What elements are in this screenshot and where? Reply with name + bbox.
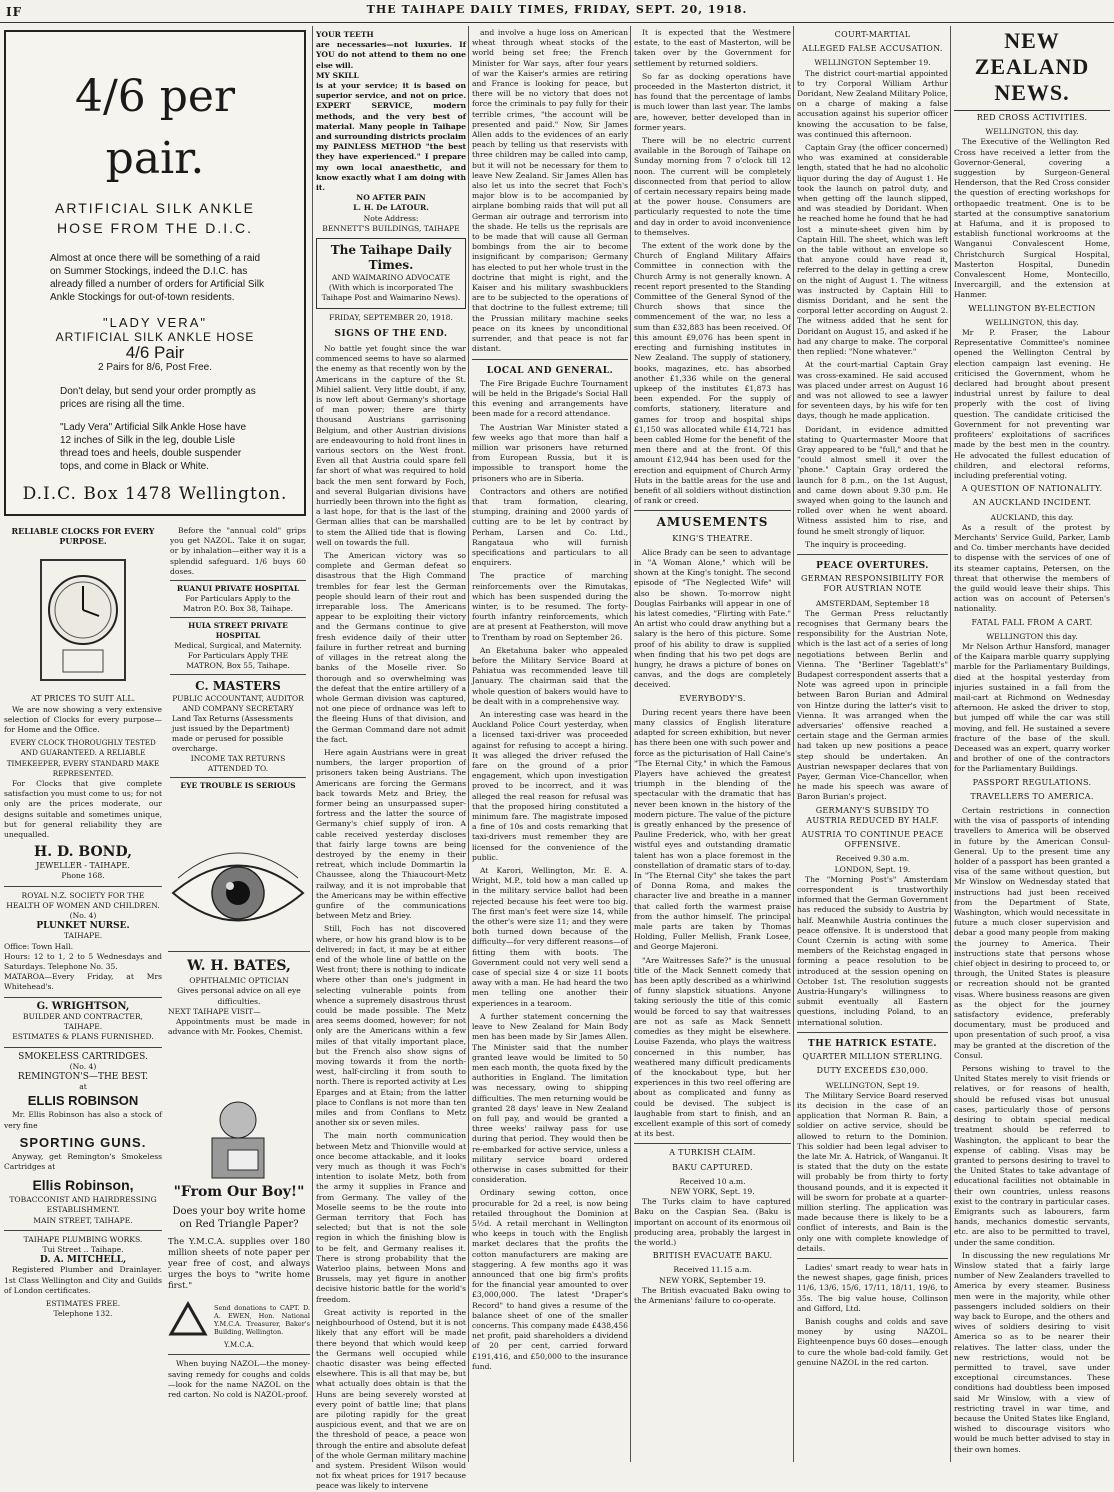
- remington-heading: REMINGTON'S—THE BEST.: [17, 1071, 149, 1082]
- fatal-fall-heading: FATAL FALL FROM A CART.: [971, 617, 1093, 627]
- bates-sub: OPHTHALMIC OPTICIAN: [189, 976, 289, 986]
- court-place: WELLINGTON September 19.: [814, 58, 931, 68]
- address-label: Note Address:: [363, 213, 419, 223]
- col4-lead: It is expected that the Westmere estate, to the east of Masterton, will be taken over by the Government for settlement by returned soldiers.: [634, 28, 791, 68]
- editorial-headline: SIGNS OF THE END.: [334, 328, 448, 339]
- plumbing-street: Tui Street .. Taihape.: [42, 1244, 124, 1254]
- peace-overtures-heading: PEACE OVERTURES.: [816, 560, 929, 571]
- nationality-text: As a result of the protest by Merchants' Service Guild, Parker, Lamb and Co. timber merchants have decided to dispense with the services of one of its steamer captains, Petersen, on the threat that otherwise the members of the guild would leave their ships. This action was on account of Petersen's nationality.: [954, 522, 1110, 614]
- next-visit: NEXT TAIHAPE VISIT—: [168, 1006, 261, 1016]
- court-text: The district court-martial appointed to try Corporal William Arthur Doridant, New Zealand Military Police, on a charge of making a false accusation against his superior officer knowing the accusation to be false, was continued this afternoon.: [797, 68, 948, 139]
- court-martial-heading: COURT-MARTIAL: [834, 30, 911, 39]
- local-item: At Karori, Wellington, Mr. E. A. Wright, M.P., told how a man called up in the military service ballot had been rejected because his feet were too big. The first man's feet were size 14, while the other's were size 11; and they were both turned down because of the difficulty—for very different reasons—of fitting them with boots. The Government could not very well send a case of special size 4 or size 11 boots away with a man. He had heard the two men telling one another their experiences in a tearoom.: [472, 866, 628, 1008]
- bond-phone: Phone 168.: [61, 871, 105, 881]
- kings-theatre: KING'S THEATRE.: [672, 533, 753, 543]
- remington-at: at: [79, 1082, 87, 1092]
- skill-text: is at your service; it is based on superior service, and not on price. EXPERT SERVICE, modern methods, and the very best of material. Many people in Taihape and surrounding districts proclaim my PAINLESS METHOD "the best they have experienced." I prepare my own local anaesthetic, and know exactly what I am doing with it.: [316, 81, 466, 193]
- ruanui-text: For Particulars Apply to the Matron P.O. Box 38, Taihape.: [182, 594, 294, 614]
- plunket-office: Office: Town Hall.: [4, 941, 74, 951]
- anyway-text: Anyway, get Remington's Smokeless Cartridges at: [4, 1151, 162, 1171]
- baku-received: Received 10 a.m.: [679, 1176, 746, 1186]
- tobacconist: TOBACCONIST AND HAIRDRESSING ESTABLISHMENT.: [9, 1195, 157, 1215]
- local-item: An Eketahuna baker who appealed before the Military Service Board at Pahiatua was recommended leave till January. The chairman said that the whole question of bakers would have to be dealt with in a comprehensive way.: [472, 645, 628, 706]
- local-item: Ordinary sewing cotton, once procurable for 2d a reel, is now being retailed throughout the Dominion at 5½d. A retail merchant in Wellington who keeps in touch with the English market declares that the profits the cotton manufacturers are making are staggering. A few months ago it was announced that one big firm's profits for the financial year amounted to over £3,000,000. The latest "Draper's Record" to hand gives a resume of the balance sheet of one of the smaller concerns. This company made £438,456 net profit, paid shareholders a dividend of 20 per cent, carried forward £191,416, and £50,000 to the insurance fund.: [472, 1188, 628, 1371]
- ruanui-heading: RUANUI PRIVATE HOSPITAL: [176, 584, 300, 594]
- masthead-title: THE TAIHAPE DAILY TIMES, FRIDAY, SEPT. 20, 1918.: [366, 3, 748, 16]
- byelection-place: WELLINGTON, this day.: [985, 317, 1079, 327]
- local-item: The practice of marching reinforcements over the Rimutakas, which has been suspended during the winter, is to be resumed. The forty-fourth infantry reinforcements, which are at present at Featherston, will move to Trentham by road on September 26.: [472, 571, 628, 642]
- mitchell-telephone: Telephone 132.: [53, 1309, 113, 1319]
- ymca-advertisement: [168, 1090, 310, 1460]
- passport-heading: PASSPORT REGULATIONS.: [972, 777, 1092, 787]
- huia-text: For Particulars Apply THE MATRON, Box 55, Taihape.: [186, 651, 290, 671]
- clocks-heading: RELIABLE CLOCKS FOR EVERY PURPOSE.: [11, 526, 155, 547]
- court-text: Doridant, in evidence admitted stating to Quartermaster Moore that Gray appeared to be "full," and that he "could almost smell it over the 'phone." Captain Gray ordered the launch for 8 p.m., on the 1st August, and came down about 9.30 p.m. He swayed when going to the launch and rolled over when he went aboard. Witness assisted him to rise, and found he smelt strongly of liquor.: [797, 424, 948, 536]
- peace-place: AMSTERDAM, September 18: [815, 598, 930, 608]
- huia-sub: Medical, Surgical, and Maternity.: [174, 641, 302, 651]
- local-item: Contractors and others are notified that tram formation, clearing, stumping, draining and 2000 yards of cutting are to be let by contract by Perham, Larsen and Co. Ltd., Rangataua who will furnish specifications and particulars to all enquirers.: [472, 486, 628, 568]
- estimates-free: ESTIMATES FREE.: [45, 1298, 121, 1308]
- plunket-mataroa: MATAROA—Every Friday, at Mrs Whitehead's.: [4, 972, 162, 992]
- subsidy-place: LONDON, Sept. 19.: [834, 864, 911, 874]
- passport-sub: TRAVELLERS TO AMERICA.: [970, 791, 1094, 801]
- editorial-paragraph: The American victory was so complete and German defeat so disastrous that the High Command trembles for fear lest the German people should learn of their rout and irreparable loss. The Americans appear to be exploiting their victory and the Germans continue to give fresh evidence daily of their utter failure in further retreat and burning of villages in the retreat along the banks of the Moselle river. So thorough and so overwhelming was the defeat that the entire artillery of a whole German division was captured, not one piece of ordnance was left to the fleeing Huns of that division, and the German Command dare not admit the fact.: [316, 551, 466, 744]
- sporting-guns: SPORTING GUNS.: [19, 1134, 147, 1150]
- eye-trouble-heading: EYE TROUBLE IS SERIOUS: [180, 781, 296, 791]
- editorial-paragraph: The main north communication between Metz and Thionville would at once become attackable, and it looks very much as though it was Foch's intention to isolate Metz, both from the army it supplies in France and from Germany. The valley of the Moselle seems to be the route into German territory that Foch has selected; but that is not the sole region in which the finishing blow is to be felt, and Germany realises it. There is strong probability that the Waterloo plains, between Mons and Brussels, may yet figure in another decisive historic battle for the world's freedom.: [316, 1131, 466, 1304]
- editorial-paragraph: Still, Foch has not discovered where, or how his grand blow is to be delivered; in fact, it may be at either end of the whole line of battle on the West front; there is nothing to indicate where other than one's judgment in selecting vulnerable points from whence a supremely disastrous thrust could be made possible. The Metz area seems doomed, however; for not only are the Americans within a few miles of that vitally important place, but the French also show signs of moving towards it from the north-west, half-circling it from south to north. There is reported activity at Les Eparges and at Etain; from the latter place to Conflans is not more than ten miles and from Conflans to Metz another six or seven miles.: [316, 924, 466, 1128]
- col4-item: The extent of the work done by the Church of England Military Affairs Committee in connection with the Church Army is not generally known. A recent report presented to the Standing Committee of the General Synod of the Church shows that since the commencement of the war, no less a sum than £32,883 has been received. Of this amount £9,076 has been spent in erecting and furnishing institutes in New Zealand. The supply of stationery, books, magazines, etc. has absorbed another £1,336 while on the general upkeep of the institutes £1,873 has been expended. For the supply of comforts, stationery, literature and games for troop and hospital ships £1,150 was allocated while £14,721 has been cabled Home for the benefit of the men there and at the front. Of this amount £12,944 has been used for the erection and equipment of Church Army Huts in the battle areas for the use and benefit of all soldiers without distinction of rank or creed.: [634, 241, 791, 506]
- dic-heading-2: HOSE FROM THE D.I.C.: [56, 220, 254, 236]
- masters-sub: PUBLIC ACCOUNTANT, AUDITOR AND COMPANY SECRETARY: [172, 694, 304, 714]
- nz-news-title: NEW ZEALAND NEWS.: [954, 28, 1110, 111]
- mitchell-text: Registered Plumber and Drainlayer. 1st Class Wellington and City and Guilds of London certificates.: [4, 1265, 162, 1295]
- dic-order: Don't delay, but send your order promptly as prices are rising all the time.: [60, 385, 256, 410]
- ymca-nazol: When buying NAZOL—the money-saving remedy for coughs and colds—look for the name NAZOL on the red carton. No cold is NAZOL-proof.: [168, 1359, 310, 1400]
- paper-note: (With which is incorporated The Taihape Post and Waimarino News).: [321, 283, 461, 303]
- dic-body: Almost at once there will be something of a raid on Summer Stockings, indeed the D.I.C. has already filled a number of orders for Artificial Silk Ankle Stockings for out-of-town residents.: [50, 253, 264, 303]
- col3-lead: and involve a huge loss on American wheat through wheat stocks of the world being set free; the French Minister for War says, after four years of war the Kaiser's armies are retiring and France is looking for peace, but there will be no victory that does not force the criminals to pay fully for their terrible crimes, "the account will be presented and paid." Now, Sir James Allen adds to the evidences of an early peach by telling us that reservists with three children may be called into camp, but it will not be necessary for them to leave New Zealand. Sir James Allen has also let us into the secret that Foch's major blow is to be accompanied by airplane bombing raids that will put all German air outrage and terrorism into the shade. He tells us the reprisals are to be made that will cause all German bombings from the air to become insignificant by comparison; Germany has elected to put her whole trust in the doctrine that might is right, and the Kaiser and his military swashbucklers are to be subjected to the operations of that doctrine to the fullest extreme; till the Prussian military machine seeks peace on its knees by unconditional surrender, and that peace is not far distant.: [472, 28, 628, 354]
- byelection-heading: WELLINGTON BY-ELECTION: [968, 303, 1096, 313]
- hatrick-place: WELLINGTON, Sept 19.: [825, 1080, 920, 1090]
- huia-heading: HUIA STREET PRIVATE HOSPITAL: [188, 621, 288, 641]
- nazol-small-text: Before the "annual cold" grips you get NAZOL. Take it on sugar, or by inhalation—either way it is a splendid safeguard. 1/6 buys 60 doses.: [170, 526, 306, 576]
- everybodys-text: "Are Waitresses Safe?" is the unusual title of the Mack Sennett comedy that has been aptly described as a whirlwind of funny slapstick situations. Anyone taking seriously the title of this comic would be forced to say that waitresses are not as safe as Mack Sennett comedies as they might be elsewhere. Louise Fazenda, who plays the waitress concerned in this number, has weathered many difficult predicaments of the knockabout type, but her experiences in this two reel offering are about as complicated and funny as could be devised. The subject is laughable from start to finish, and an excellent example of this sort of comedy at its best.: [634, 955, 791, 1139]
- column-rule: [950, 26, 951, 1462]
- subsidy-text: The "Morning Post's" Amsterdam correspondent is trustworthily informed that the German Government has reduced the subsidy to Austria by half. Meanwhile Austria continues the peace offensive. It is understood that Count Czernin is acting with some members of the Reichstag engaged in forming a peace resolution to be introduced at the session opening on October 1st. The resolution suggests Austria-Hungary's willingness to submit eventually all Eastern questions, including Poland, to an international solution.: [797, 874, 948, 1027]
- bond-name: H. D. BOND,: [34, 844, 132, 861]
- editorial-date: FRIDAY, SEPTEMBER 20, 1918.: [329, 312, 453, 322]
- dic-pairs: 2 Pairs for 8/6, Post Free.: [98, 361, 212, 373]
- ellis-text: Mr. Ellis Robinson has also a stock of very fine: [4, 1110, 162, 1130]
- bates-text: Gives personal advice on all eye difficulties.: [177, 986, 301, 1006]
- passport-text: Certain restrictions in connection with the visa of passports of intending travellers to America will be observed in future by the American Consul-General. Up to the present time any holder of a passport has been granted a visa of the same without question, but Mr Winslow on Wednesday stated that instructions had just been received from the Department of State, Washington, which would necessitate in future a much closer supervision and debar a good many people from making the journey to America. Their instructions state that persons whose chief object in desiring to proceed to, or through, the United States is pleasure or recreation should not be granted visas. Where business reasons are given as the object for the journey satisfactory evidence, preferably documentary, must be produced and upon presentation of such proof, a visa may be granted at the discretion of the Consul.: [954, 806, 1110, 1060]
- masthead-mark: IF: [6, 5, 23, 19]
- column-6: [954, 28, 1110, 1460]
- ymca-logo: Y.M.C.A.: [224, 1341, 254, 1350]
- clock-illustration: [23, 550, 143, 690]
- dentist-name: L. H. De LATOUR.: [353, 203, 429, 213]
- wrightson-estimates: ESTIMATES & PLANS FURNISHED.: [12, 1032, 154, 1042]
- dic-footer: D.I.C. Box 1478 Wellington.: [22, 483, 288, 504]
- byelection-text: Mr P. Fraser, the Labour Representative Committee's nominee opened the Wellington Central by election campaign last evening. He criticised the Government, whom he declared had brought about present industrial unrest by failure to deal properly with the cost of living question. The candidate criticised the Government for not preventing war profiteers' exploitations of sacrifices made by the best men in the country. He advocated the fullest education of children, and electoral reforms, including preferential voting.: [954, 328, 1110, 480]
- appointments: Appointments must be made in advance with Mr. Fookes, Chemist.: [168, 1017, 310, 1037]
- masthead: [0, 0, 1114, 23]
- brit-text: The British evacuated Baku owing to the Armenians' failure to co-operate.: [634, 1285, 791, 1305]
- brit-place: NEW YORK, September 19.: [659, 1275, 766, 1285]
- hatrick-sub: QUARTER MILLION STERLING.: [802, 1052, 943, 1062]
- no-after-pain: NO AFTER PAIN: [356, 193, 426, 203]
- ellis-robinson-2: Ellis Robinson,: [32, 1177, 134, 1194]
- column-5: [797, 28, 948, 1460]
- baku-text: The Turks claim to have captured Baku on the Caspian Sea. (Baku is important on account of its enormous oil producing area, probably the largest in the world.): [634, 1197, 791, 1247]
- peace-text: The German Press reluctantly recognises that Germany bears the responsibility for the Austrian Note, which is the last act of a series of long negotiations between Berlin and Vienna. The "Berliner Tageblatt's" Budapest correspondent asserts that a Note was agreed upon in principle between Baron Burian and Admiral von Hintze during the latter's visit to Vienna. It was arranged when the adversaries' offensive reached a certain stage and the German armies had taken up new positions a peace step should be undertaken. An Austrian newspaper declares that von Payer, German Vice-Chancellor, when he made his speech was aware of Baron Burian's project.: [797, 608, 948, 802]
- subsidy-sub: AUSTRIA TO CONTINUE PEACE OFFENSIVE.: [801, 830, 944, 850]
- paper-name: The Taihape Daily Times.: [330, 243, 452, 273]
- clocks-text: We are now showing a very extensive selection of Clocks for every purpose—for Home and the Office.: [4, 704, 162, 735]
- fatal-text: Mr Nelson Arthur Hansford, manager of the Kaipara marble quarry supplying marble for the Parliamentary Buildings, died at the hospital yesterday from injuries sustained in a fall from the mail-cart at Richmond on Wednesday afternoon. He asked the driver to stop, but jumped off while the car was still moving, and fell. He sustained a severe fracture of the base of the skull. Deceased was an expert, quarry worker and brother of one of the contractors for the Parliamentary Buildings.: [954, 641, 1110, 774]
- brit-received: Received 11.15 a.m.: [673, 1265, 752, 1275]
- local-item: The Fire Brigade Euchre Tournament will be held in the Brigade's Social Hall this evening and arrangements have been made for a record attendance.: [472, 378, 628, 419]
- column-2-upper: [316, 30, 466, 340]
- nationality-heading: A QUESTION OF NATIONALITY.: [961, 484, 1103, 494]
- column-rule: [793, 26, 794, 1462]
- local-item: A further statement concerning the leave to New Zealand for Main Body men has been made by Sir James Allen. The Minister said that the number granted leave would be limited to 50 men each month, the quota fixed by the authorities in England. The limitation was necessary, owing to shipping difficulties. The men returning would be granted 28 days' leave in New Zealand on full pay, and would be granted a three weeks' railway pass for use during that period. They would then be re-embarked for active service, unless a military service board ordered otherwise in cases submitted for their consideration.: [472, 1011, 628, 1185]
- editorial-body: [316, 344, 466, 1491]
- bates-name: W. H. BATES,: [168, 951, 310, 976]
- teeth-text: are necessaries—not luxuries. If YOU do not attend to them no one else will.: [316, 40, 466, 70]
- british-evacuate-heading: BRITISH EVACUATE BAKU.: [652, 1251, 773, 1261]
- ymca-text: The Y.M.C.A. supplies over 180 million sheets of note paper per year free of cost, and always urges the boys to "write home first.": [168, 1237, 310, 1292]
- plunket-no: (No. 4): [69, 911, 97, 921]
- baku-place: NEW YORK, Sept. 19.: [670, 1186, 755, 1196]
- red-cross-place: WELLINGTON, this day.: [985, 127, 1079, 137]
- eye-illustration: [168, 838, 308, 948]
- soldier-illustration: [168, 1090, 308, 1180]
- nationality-sub: AN AUCKLAND INCIDENT.: [972, 498, 1092, 508]
- bond-sub: JEWELLER - TAIHAPE.: [36, 861, 130, 871]
- column-3: [472, 28, 628, 1460]
- column-rule: [630, 26, 631, 1462]
- bates-advertisement: [168, 838, 310, 1078]
- everybodys-text: During recent years there have been many classics of English literature adapted for screen exhibition, but never has there been one with such power and force as the picturisation of Hall Caine's "The Eternal City," in which the Famous Players have achieved the greatest triumph in the blending of the spectacular with the dramatic that has never been known in the history of the modern picture. The value of the picture is greatly enhanced by the presence of Pauline Frederick, who, with her great wistful eyes and outstanding dramatic talent has won a place foremost in the constellation of dramatic stars of to-day. In "The Eternal City" she takes the part of Donna Roma, and makes the character live and breathe in a manner that called forth the warmest praise from the author himself. The principal male parts are taken by Thomas Holding, Fuller Mellish, Frank Losee, and George Majeroni.: [634, 707, 791, 952]
- red-cross-heading: RED CROSS ACTIVITIES.: [976, 113, 1088, 122]
- passport-text: Persons wishing to travel to the United States merely to visit friends or relatives, or for reasons of health, should be refused visas but unusual cases, particularly those of persons desiring to obtain special medical treatment should be referred to Washington, the applicant to bear the expense of cabling. Visas may be granted to persons desiring to travel to the United States to take advantage of educational facilities not obtainable in their own countries, unless reasons exist to the contrary in particular cases. Emigrants such as labourers, farm hands, mechanics domestic servants, etc. are also to be permitted to travel, under the same condition.: [954, 1064, 1110, 1247]
- subsidy-heading: GERMANY'S SUBSIDY TO AUSTRIA REDUCED BY HALF.: [806, 805, 939, 825]
- col4-item: So far as docking operations have proceeded in the Masterton district, it has found that the percentage of lambs is much lower than last year. The lambs are, however, better developed than in former years.: [634, 71, 791, 132]
- local-item: An interesting case was heard in the Auckland Police Court yesterday, when a licensed taxi-driver was proceeded against for refusing to accept a hiring. It was alleged the driver refused the fare on the ground of a prior engagement, which upon investigation proved to be incorrect, and it was alleged the real reason for refusal was that the proposed hiring constituted a minimum fare. The magistrate imposed a fine of 10s and costs remarking that taxi-drivers must remember they are licensed for the convenience of the public.: [472, 710, 628, 862]
- baku-captured-heading: BAKU CAPTURED.: [672, 1162, 753, 1172]
- plunket-hours: Hours: 12 to 1, 2 to 5 Wednesdays and Saturdays. Telephone No. 35.: [4, 951, 162, 972]
- red-cross-text: The Executive of the Wellington Red Cross have received a letter from the Governor-General, covering a suggestion by Surgeon-General Henderson, that the Red Cross consider the question of erecting workshops for orthopaedic treatment. One is to be started at the consumptive sanatorium at Hafuma, and it is proposed to establish functional workrooms at the Wanganui Convalescent Home, Christchurch Surgical Hospital, Masterton Hospital, Dunedin Convalescent Home, Montecillo, Invercargill, and the extension at Hanmer.: [954, 137, 1110, 300]
- local-item: The Austrian War Minister stated a few weeks ago that more than half a million war prisoners have returned from European Russia, but it is impossible to transport home the prisoners who are in Siberia.: [472, 422, 628, 483]
- ellis-robinson-1: ELLIS ROBINSON: [27, 1093, 139, 1109]
- column-rule: [312, 26, 313, 1462]
- clocks-prices: AT PRICES TO SUIT ALL.: [30, 694, 136, 704]
- mitchell-name: D. A. MITCHELL,: [39, 1255, 127, 1266]
- clocks-text-2: For Clocks that give complete satisfaction you must come to us; for not only are the prices moderate, our designs suitable and sometimes unique, but for general reliability they are unequalled.: [4, 779, 162, 840]
- dic-detail: "Lady Vera" Artificial Silk Ankle Hose have 12 inches of Silk in the leg, double Lisle thread toes and heels, double suspender tops, and come in Black or White.: [60, 421, 247, 472]
- editorial-paragraph: Here again Austrians were in great numbers, the larger proportion of prisoners taken being Austrians. The Americans are forcing the Germans back towards Metz and Briey, the former being an unsurpassed super-fortress and the latter the source of Germany's chief supply of iron. A cable received yesterday discloses that fairly large towns are being destroyed by the enemy in their retreat, which include Dommartin la Chaussee, along the Thiaucourt-Metz railway, and it is not improbable that the Americans may be within effective gunfire of the communications between Metz and Briey.: [316, 747, 466, 921]
- masters-name: C. MASTERS: [195, 679, 281, 694]
- plunket-nurse: PLUNKET NURSE.: [36, 921, 130, 932]
- fatal-place: WELLINGTON this day.: [986, 631, 1078, 641]
- turkish-claim-heading: A TURKISH CLAIM.: [669, 1148, 756, 1158]
- court-text: At the court-martial Captain Gray was cross-examined. He said accused was placed under arrest on August 16 and was not allowed to see a lawyer for seventeen days, by his wife for ten days, though he made application.: [797, 360, 948, 421]
- hatrick-heading: THE HATRICK ESTATE.: [808, 1038, 937, 1049]
- court-text: Captain Gray (the officer concerned) who was examined at considerable length, stated that he had no alcoholic liquor during the day of August 1. He took the launch on patrol duty, and when getting off the launch slipped, and was steadied by Doridant. When he reached home he found that he had lost a minute-sheet given him by Captain Hill. The sheet, which was left on the table without an envelope so that anyone could have read it, referred to the delay in getting a crew on the night of August 1. The witness was instructed by Captain Hill to dismiss Doridant, and he sent the corporal letter according on August 2. The witness added that he sent for Doridant on August 15, and asked if he had any charge to make. The corporal then replied: "None whatever.": [797, 143, 948, 357]
- passport-text: In discussing the new regulations Mr Winslow stated that a fairly large number of New Zealanders travelled to America by every steamer. Business men were in the majority, while other passengers included soldiers on their way back to Europe, and the others and wives of soldiers desiring to visit America so as to be nearer their relatives. The latter class, under the new restrictions, would not be permitted to travel, save under exceptional circumstances. These conditions had doubtless been imposed said Mr Winslow, with a view of restricting travel in war time, and because the United States like England, wished to discourage visitors who would be much better advised to stay in their own homes.: [954, 1250, 1110, 1454]
- hatrick-sub-2: DUTY EXCEEDS £30,000.: [816, 1066, 929, 1076]
- editorial-paragraph: No battle yet fought since the war commenced seems to have so alarmed the enemy as that recently won by the Americans in the capture of the St. Mihiel salient. Very little doubt, if any, is now left about Germany's shortage of man power; there are thirty thousand Austrians garrisoning Belgium, and other Austrian divisions are endeavouring to hold front lines in various sectors on the West front. Even all that Austria could spare fell far short of what was required to hold back the men sent forward by Foch, and several Bulgarian divisions have hurriedly been thrown into the fight as a last hope, for that is the last of the German allies that can be marshalled to stem the Allied tide that is flowing well on towards the full.: [316, 344, 466, 547]
- plunket-town: TAIHAPE.: [63, 931, 103, 941]
- col4-item: There will be no electric current available in the Borough of Taihape on Sunday morning from 7 o'clock till 12 noon. The current will be completely disconnected from that period to allow of certain necessary repairs being made at the power house. Consumers are particularly requested to note the time and day in order to avoid inconvenience to themselves.: [634, 136, 791, 237]
- masters-text: Land Tax Returns (Assessments just issued by the Department) made or perused for possible overcharge.: [172, 714, 293, 754]
- column-rule: [468, 26, 469, 1462]
- amusements-heading: AMUSEMENTS: [656, 515, 769, 530]
- plumbing-works: TAIHAPE PLUMBING WORKS.: [23, 1234, 143, 1244]
- wrightson-name: G. WRIGHTSON,: [36, 1000, 130, 1012]
- ymca-send: Send donations to CAPT. D. A. EWEN, Hon. National Y.M.C.A. Treasurer, Baker's Building, Wellington.: [214, 1304, 310, 1337]
- court-text: The inquiry is proceeding.: [805, 539, 907, 549]
- classifieds-left: [4, 526, 162, 1319]
- dic-price: 4/6 per pair.: [74, 71, 236, 184]
- hatrick-text: The Military Service Board reserved its decision in the case of an application that Norman R. Bain, a soldier on active service, should be allowed to return to the Dominion. This soldier had been legal adviser to the late Mr. A. Hatrick, of Wanganui. It is stated that the duty on the estate will probably be from thirty to forty thousand pounds, and it is expected it will be sworn for probate at a quarter-million sterling. The application was made because there is likely to be a conflict of interests, and Bain is the only one with complete knowledge of details.: [797, 1090, 948, 1253]
- column-4: [634, 28, 791, 1460]
- smokeless-heading: SMOKELESS CARTRIDGES.: [18, 1051, 148, 1062]
- main-street: MAIN STREET, TAIHAPE.: [33, 1215, 133, 1225]
- nationality-place: AUCKLAND, this day.: [990, 512, 1074, 522]
- nazol-text: Banish coughs and colds and save money by using NAZOL. Eighteenpence buys 60 doses—enough to cure the whole bad-cold family. Get genuine NAZOL in the red carton.: [797, 1316, 948, 1367]
- kings-text: Alice Brady can be seen to advantage in "A Woman Alone," which will be shown at the King's tonight. The second episode of "The Neglected Wife" will also be shown. To-morrow night Douglas Fairbanks will appear in one of his latest comedies, "Flirting with Fate." An artist who could draw anything but a salary is the hero of this picture. Some proof of his ability to draw is supplied when finding that his two pet dogs are hungry, he draws a picture of bones on canvas, and the dogs are completely deceived.: [634, 547, 791, 690]
- dic-price-2: 4/6 Pair: [125, 343, 185, 363]
- paper-title-box: [316, 238, 466, 309]
- dic-product: ARTIFICIAL SILK ANKLE HOSE: [55, 330, 255, 345]
- dic-heading-1: ARTIFICIAL SILK ANKLE: [55, 200, 255, 216]
- peace-sub: GERMAN RESPONSIBILITY FOR FOR AUSTRIAN NOTE: [801, 574, 944, 594]
- ymca-line-1: Does your boy write home on Red Triangle Paper?: [172, 1206, 306, 1231]
- ymca-headline: "From Our Boy!": [173, 1184, 305, 1201]
- ladies-hats-text: Ladies' smart ready to wear hats in the newest shapes, gage finish, prices 11/6, 13/6, 15/6, 17/11, 18/11, 19/6, to 35s. The big value house, Collinson and Gifford, Ltd.: [797, 1262, 948, 1313]
- paper-sub: AND WAIMARINO ADVOCATE: [331, 273, 451, 283]
- dic-brand: "LADY VERA": [103, 315, 207, 330]
- red-triangle-icon: [168, 1300, 208, 1340]
- dentist-address: BENNETT'S BUILDINGS, TAIHAPE: [322, 223, 460, 233]
- income-tax: INCOME TAX RETURNS ATTENDED TO.: [190, 754, 286, 774]
- smokeless-no: (No. 4): [69, 1061, 97, 1071]
- dic-advertisement: [4, 30, 306, 518]
- local-general-heading: LOCAL AND GENERAL.: [486, 365, 614, 376]
- teeth-heading: YOUR TEETH: [316, 30, 374, 39]
- clocks-tested: EVERY CLOCK THOROUGHLY TESTED AND GUARANTEED. A RELIABLE TIMEKEEPER, EVERY STANDARD MAKE REPRESENTED.: [6, 738, 160, 778]
- court-martial-sub: ALLEGED FALSE ACCUSATION.: [802, 44, 943, 54]
- subsidy-received: Received 9.30 a.m.: [835, 854, 910, 864]
- everybodys: EVERYBODY'S.: [679, 693, 746, 703]
- plunket-heading: ROYAL N.Z. SOCIETY FOR THE HEALTH OF WOMEN AND CHILDREN.: [6, 890, 160, 910]
- wrightson-sub: BUILDER AND CONTRACTER, TAIHAPE.: [23, 1011, 143, 1032]
- editorial-paragraph: Great activity is reported in the neighbourhood of Ostend, but it is not likely that any effort will be made there beyond that which would keep the Germans well occupied while chaotic disaster was being effected elsewhere. This is all that may be, but what actually does obtain is that the Huns are being severely worsted at every point of battle line; that plans are piloting rapidly for the great auspicious event, and that we are on the threshold of peace, a peace won through the entire and absolute defeat of the whole German military machine and system. President Wilson would not fix wheat prices for 1917 because peace was likely to intervene: [316, 1307, 466, 1491]
- skill-heading: MY SKILL: [316, 70, 359, 80]
